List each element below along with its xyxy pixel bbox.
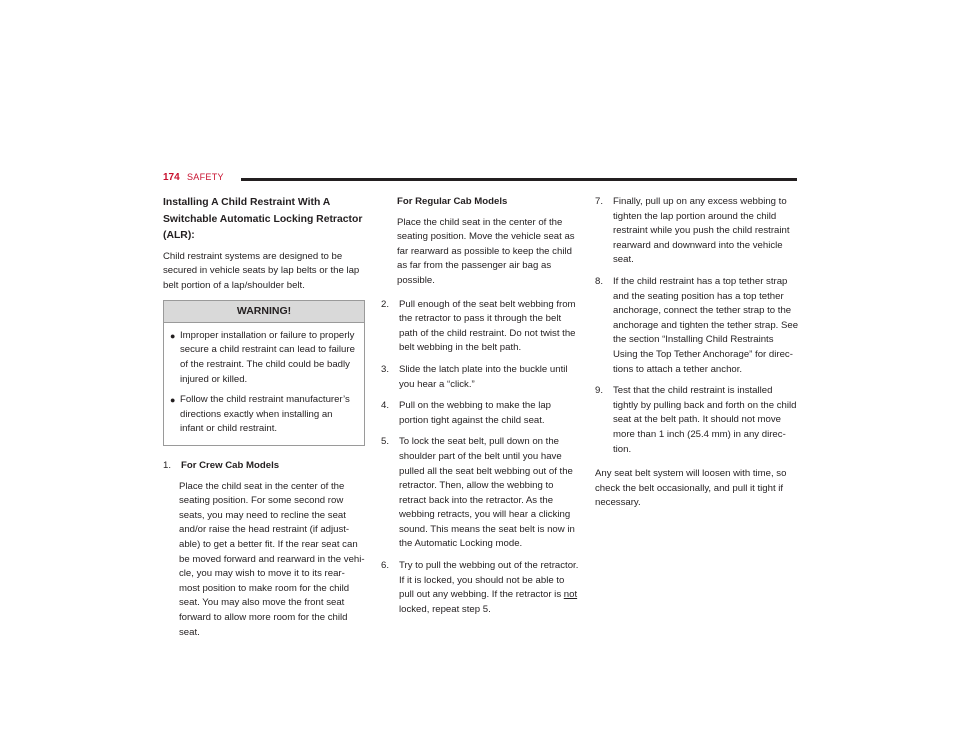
step-number: 6. xyxy=(381,560,390,572)
page-header xyxy=(163,172,797,186)
step-item xyxy=(595,384,799,457)
intro-paragraph: Child restraint systems are designed to be secured in vehicle seats by lap belts or the lap belt portion of a lap/shoulder belt. xyxy=(163,250,360,291)
header-rule xyxy=(241,178,797,181)
step-number: 9. xyxy=(595,385,604,397)
step-item xyxy=(381,399,581,428)
step-number: 4. xyxy=(381,400,390,412)
step-text: Test that the child restraint is installed tightly by pulling back and forth on the child seat at the belt path. It should not move more than 1 inch (25.4 mm) in any direc-tion. xyxy=(613,385,797,455)
warning-item xyxy=(170,329,356,387)
step-text: Pull on the webbing to make the lap portion tight against the child seat. xyxy=(399,400,552,426)
step-text: Slide the latch plate into the buckle until you hear a “click.” xyxy=(399,363,568,390)
step-text: To lock the seat belt, pull down on the shoulder part of the belt until you have pulled all the seat belt webbing out of the retractor. Then, allow the webbing to retract back into the retractor. As the webbing retracts, you will hear a clicking sound. This means the seat belt is now in the Automatic Locking mode. xyxy=(399,436,575,550)
step-number: 1. xyxy=(163,460,172,472)
step-item xyxy=(595,275,799,377)
step-number: 2. xyxy=(381,298,390,310)
step-6-text-end: locked, repeat step 5. xyxy=(399,603,491,615)
page-number: 174 xyxy=(163,172,180,183)
step-number: 7. xyxy=(595,196,604,207)
column-middle xyxy=(381,195,581,624)
step-number: 3. xyxy=(381,363,390,375)
step-item xyxy=(595,195,799,268)
section-title: SAFETY xyxy=(187,172,224,182)
step-text: If the child restraint has a top tether strap and the seating position has a top tether anchorage, connect the tether strap to the anchorage and tighten the tether strap. See the section “Installing Child Restraints Using the Top Tether Anchorage” for direc-tions to attach a tether anchor. xyxy=(613,275,799,375)
column-right xyxy=(595,195,799,518)
step-number: 8. xyxy=(595,275,604,287)
step-item xyxy=(381,559,581,617)
warning-box xyxy=(163,300,365,446)
regular-cab-text: Place the child seat in the center of the seating position. Move the vehicle seat as far rearward as possible to keep the child as far from the passenger air bag as possible. xyxy=(397,216,575,286)
section-heading: Installing A Child Restraint With A Switchable Automatic Locking Retractor (ALR): xyxy=(163,197,363,241)
warning-title: WARNING! xyxy=(164,301,364,323)
step-6-text-start: Try to pull the webbing out of the retractor. If it is locked, you should not be able to pull out any webbing. If the retractor is xyxy=(399,560,579,601)
warning-item-text: Follow the child restraint manufacturer’s directions exactly when installing an infant or child restraint. xyxy=(180,394,350,435)
bullet-icon: ● xyxy=(170,395,176,406)
step-item xyxy=(381,298,581,356)
underlined-word: not xyxy=(563,589,578,601)
warning-list xyxy=(164,323,364,445)
step-1-header xyxy=(163,459,365,474)
regular-cab-subheading: For Regular Cab Models xyxy=(397,196,508,207)
step-text: Finally, pull up on any excess webbing to tighten the lap portion around the child restraint while you push the child restraint rearward and downward into the vehicle seat. xyxy=(613,196,790,266)
step-number: 5. xyxy=(381,436,390,448)
column-left xyxy=(163,195,365,649)
step-subheading: For Crew Cab Models xyxy=(181,460,280,472)
step-text xyxy=(399,559,581,617)
closing-paragraph: Any seat belt system will loosen with time, so check the belt occasionally, and pull it tight if necessary. xyxy=(595,468,787,509)
warning-item xyxy=(170,393,356,437)
step-text: Pull enough of the seat belt webbing from the retractor to pass it through the belt path of the child restraint. Do not twist the belt webbing in the belt path. xyxy=(399,298,576,354)
bullet-icon: ● xyxy=(170,330,176,341)
warning-item-text: Improper installation or failure to properly secure a child restraint can lead to failure of the restraint. The child could be badly injured or killed. xyxy=(180,329,355,385)
step-item xyxy=(381,435,581,552)
step-1-text: Place the child seat in the center of the seating position. For some second row seats, you may need to recline the seat and/or raise the head restraint (if adjust-able) to get a better fit. If the rear seat can be moved forward and rearward in the vehi-cle, you may wish to move it to its rear-most position to make room for the child seat. You may also move the front seat forward to allow more room for the child seat. xyxy=(179,480,365,638)
step-item xyxy=(381,363,581,392)
